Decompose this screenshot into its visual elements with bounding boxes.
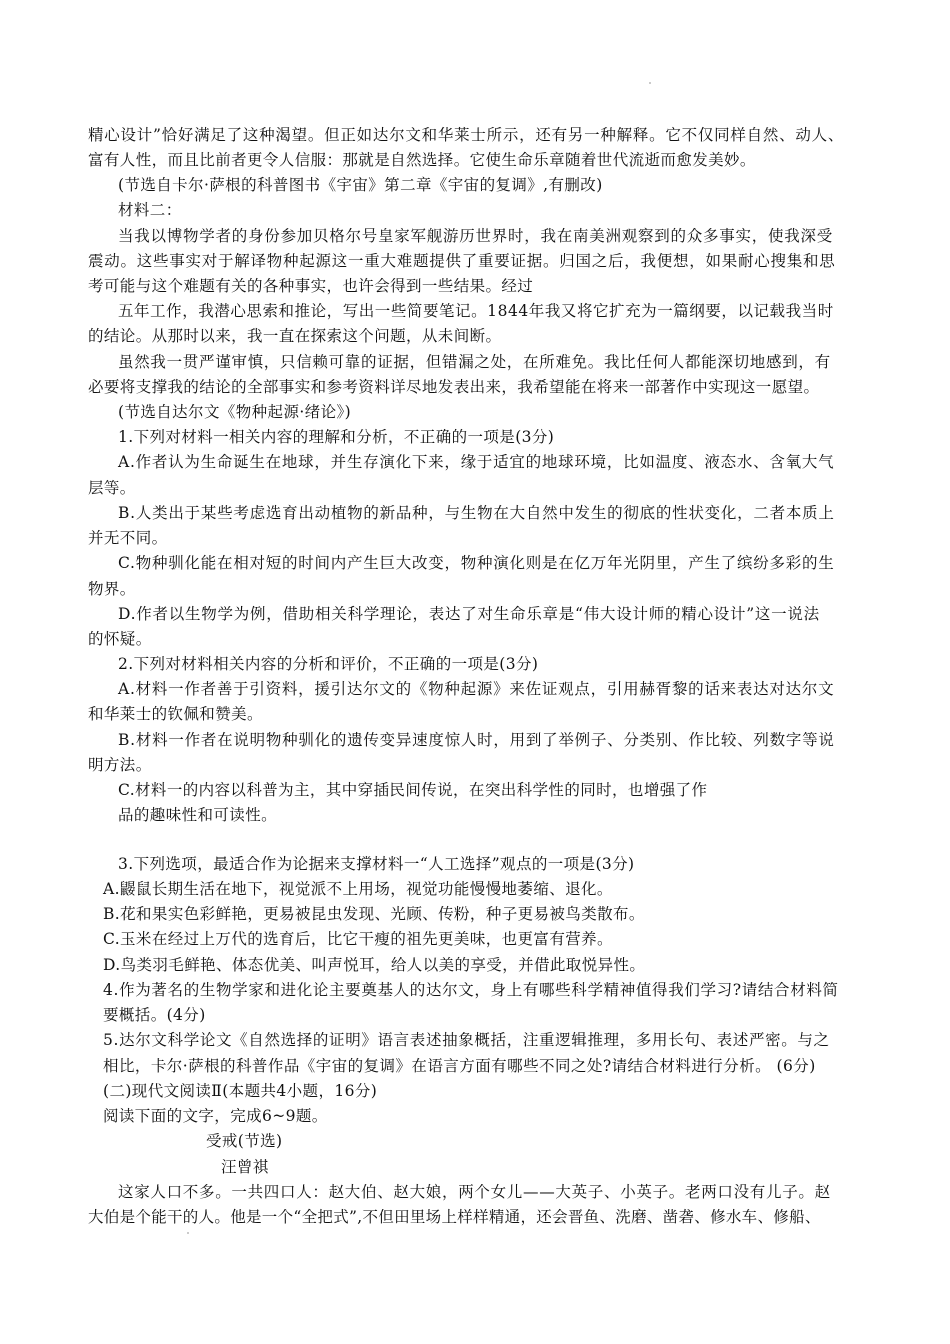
q4-line-1: 4.作为著名的生物学家和进化论主要奠基人的达尔文，身上有哪些科学精神值得我们学习?请结合材料简	[103, 981, 839, 999]
q1-option-b-line-2: 并无不同。	[88, 529, 168, 547]
q3-option-c: C.玉米在经过上万代的选育后，比它干瘦的祖先更美味，也更富有营养。	[103, 930, 613, 948]
material2-line-1: 当我以博物学者的身份参加贝格尔号皇家军舰游历世界时，我在南美洲观察到的众多事实，使我深受	[118, 227, 834, 245]
q3-option-a: A.鼹鼠长期生活在地下，视觉派不上用场，视觉功能慢慢地萎缩、退化。	[103, 880, 613, 898]
material2-line-2: 震动。这些事实对于解译物种起源这一重大难题提供了重要证据。归国之后，我便想，如果耐心搜集和思	[88, 252, 836, 270]
passage-line-1: 这家人口不多。一共四口人：赵大伯、赵大娘，两个女儿——大英子、小英子。老两口没有儿子。赵	[118, 1183, 831, 1201]
material2-line-4: 五年工作，我潜心思索和推论，写出一些简要笔记。1844年我又将它扩充为一篇纲要，以记载我当时	[118, 302, 834, 320]
q5-line-2: 相比，卡尔·萨根的科普作品《宇宙的复调》在语言方面有哪些不同之处?请结合材料进行分析。 (6分)	[103, 1057, 816, 1075]
q2-option-a-line-2: 和华莱士的钦佩和赞美。	[88, 705, 263, 723]
q2-option-b-line-2: 明方法。	[88, 756, 152, 774]
section2-instruction: 阅读下面的文字，完成6~9题。	[103, 1107, 328, 1125]
q1-option-c-line-2: 物界。	[88, 580, 136, 598]
q2-stem: 2.下列对材料相关内容的分析和评价，不正确的一项是(3分)	[118, 655, 539, 673]
q3-option-d: D.鸟类羽毛鲜艳、体态优美、叫声悦耳，给人以美的享受，并借此取悦异性。	[103, 956, 646, 974]
source-material2: (节选自达尔文《物种起源·绪论》)	[118, 403, 352, 421]
material2-line-5: 的结论。从那时以来，我一直在探索这个问题，从未间断。	[88, 327, 502, 345]
material2-line-7: 必要将支撑我的结论的全部事实和参考资料详尽地发表出来，我希望能在将来一部著作中实现这一愿望。	[88, 378, 820, 396]
material1-line-2: 富有人性，而且比前者更令人信服：那就是自然选择。它使生命乐章随着世代流逝而愈发美妙。	[88, 151, 756, 169]
q2-option-a-line-1: A.材料一作者善于引资料，援引达尔文的《物种起源》来佐证观点，引用赫胥黎的话来表达对达尔文	[118, 680, 835, 698]
section2-heading: (二)现代文阅读Ⅱ(本题共4小题，16分)	[103, 1082, 378, 1100]
scan-speck	[187, 1232, 189, 1234]
q2-option-c-line-2: 品的趣味性和可读性。	[118, 806, 278, 824]
source-material1: (节选自卡尔·萨根的科普图书《宇宙》第二章《宇宙的复调》,有删改)	[118, 176, 603, 194]
q1-option-b-line-1: B.人类出于某些考虑选育出动植物的新品种，与生物在大自然中发生的彻底的性状变化，二者本质上	[118, 504, 835, 522]
q3-option-b: B.花和果实色彩鲜艳，更易被昆虫发现、光顾、传粉，种子更易被鸟类散布。	[103, 905, 645, 923]
passage-author: 汪曾祺	[221, 1158, 269, 1176]
q1-stem: 1.下列对材料一相关内容的理解和分析，不正确的一项是(3分)	[118, 428, 555, 446]
material2-heading: 材料二：	[118, 201, 182, 219]
material2-line-6: 虽然我一贯严谨审慎，只信赖可靠的证据，但错漏之处，在所难免。我比任何人都能深切地感到，有	[118, 353, 831, 371]
q2-option-c-line-1: C.材料一的内容以科普为主，其中穿插民间传说，在突出科学性的同时，也增强了作	[118, 781, 708, 799]
material1-line-1: 精心设计”恰好满足了这种渴望。但正如达尔文和华莱士所示，还有另一种解释。它不仅同样自然、动人、	[88, 126, 845, 144]
q4-line-2: 要概括。(4分)	[103, 1006, 206, 1024]
q1-option-d-line-2: 的怀疑。	[88, 630, 152, 648]
q1-option-d-line-1: D.作者以生物学为例，借助相关科学理论，表达了对生命乐章是“伟大设计师的精心设计”这一说法	[118, 605, 820, 623]
q1-option-a-line-2: 层等。	[88, 479, 136, 497]
material2-line-3: 考可能与这个难题有关的各种事实，也许会得到一些结果。经过	[88, 277, 534, 295]
passage-line-2: 大伯是个能干的人。他是一个“全把式”,不但田里场上样样精通，还会晋鱼、洗磨、凿砻、修水车、修船、	[88, 1208, 821, 1226]
q5-line-1: 5.达尔文科学论文《自然选择的证明》语言表述抽象概括，注重逻辑推理，多用长句、表述严密。与之	[103, 1031, 830, 1049]
passage-title: 受戒(节选)	[206, 1132, 283, 1150]
q1-option-c-line-1: C.物种驯化能在相对短的时间内产生巨大改变，物种演化则是在亿万年光阴里，产生了缤纷多彩的生	[118, 554, 835, 572]
q2-option-b-line-1: B.材料一作者在说明物种驯化的遗传变异速度惊人时，用到了举例子、分类别、作比较、列数字等说	[118, 731, 835, 749]
scan-speck	[649, 82, 651, 84]
q3-stem: 3.下列选项，最适合作为论据来支撑材料一“人工选择”观点的一项是(3分)	[118, 855, 635, 873]
q1-option-a-line-1: A.作者认为生命诞生在地球，并生存演化下来，缘于适宜的地球环境，比如温度、液态水、含氧大气	[118, 453, 835, 471]
